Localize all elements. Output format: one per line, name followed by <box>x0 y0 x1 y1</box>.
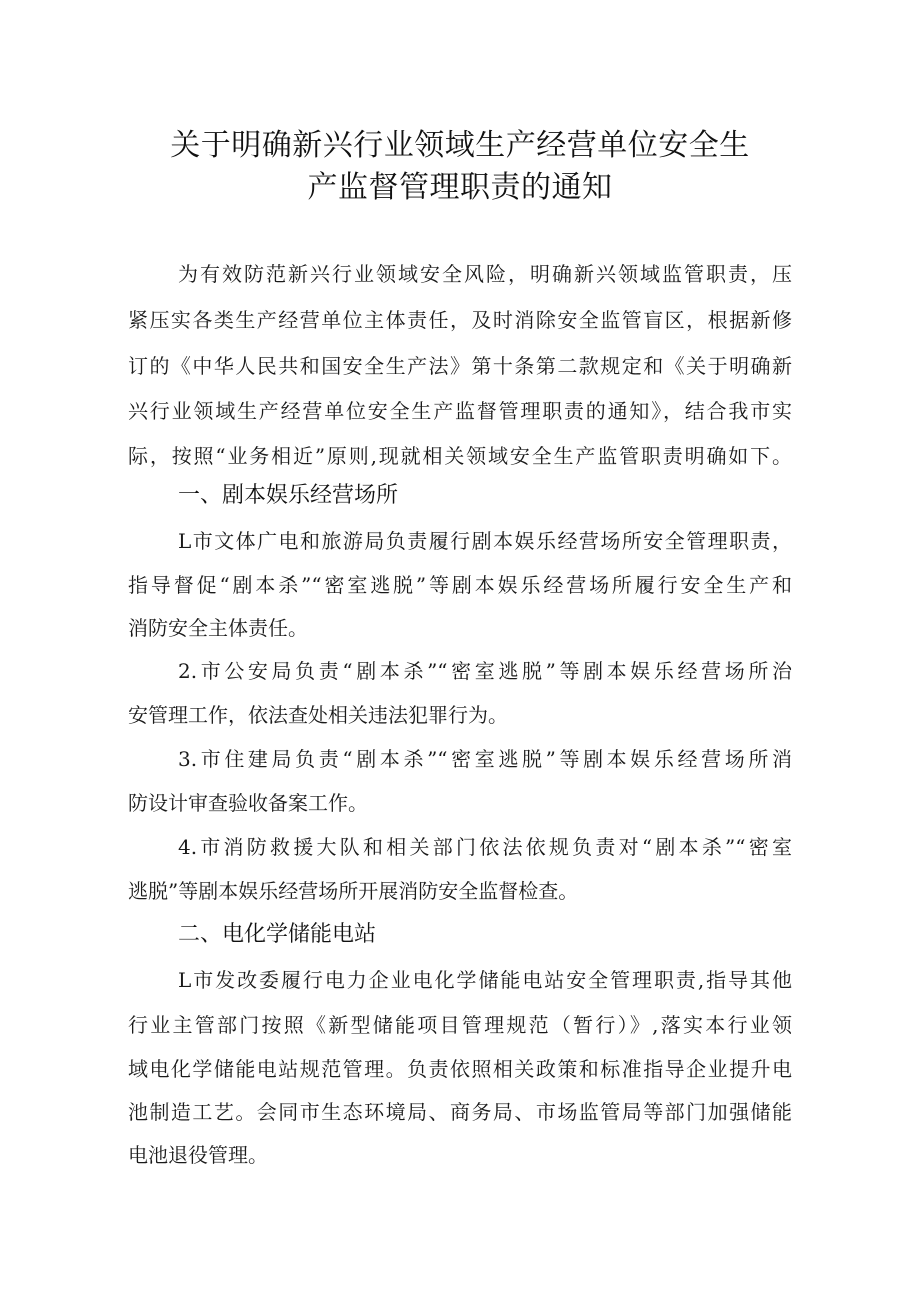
section-2-item-1-line-5: 电池退役管理。 <box>128 1143 268 1167</box>
section-1-item-1-line-1: L市文体广电和旅游局负责履行剧本娱乐经营场所安全管理职责， <box>178 529 792 553</box>
intro-line-3: 订的《中华人民共和国安全生产法》第十条第二款规定和《关于明确新 <box>128 354 792 378</box>
section-1-item-3-line-2: 防设计审查验收备案工作。 <box>128 791 368 815</box>
section-1-item-1-line-2: 指导督促“剧本杀”“密室逃脱”等剧本娱乐经营场所履行安全生产和 <box>128 573 792 597</box>
intro-line-5: 际，按照“业务相近”原则,现就相关领域安全生产监管职责明确如下。 <box>128 444 792 468</box>
section-1-item-3-line-1: 3.市住建局负责“剧本杀”“密室逃脱”等剧本娱乐经营场所消 <box>178 747 792 771</box>
intro-line-4: 兴行业领域生产经营单位安全生产监督管理职责的通知》，结合我市实 <box>128 399 792 423</box>
section-1-item-4-line-1: 4.市消防救援大队和相关部门依法依规负责对“剧本杀”“密室 <box>178 835 792 859</box>
section-2-item-1-line-4: 池制造工艺。会同市生态环境局、商务局、市场监管局等部门加强储能 <box>128 1100 792 1124</box>
section-2-heading: 二、电化学储能电站 <box>178 922 377 947</box>
section-1-heading: 一、剧本娱乐经营场所 <box>178 483 399 508</box>
document-title-line-2: 产监督管理职责的通知 <box>307 170 613 205</box>
document-title-line-1: 关于明确新兴行业领域生产经营单位安全生 <box>170 128 750 163</box>
section-2-item-1-line-1: L市发改委履行电力企业电化学储能电站安全管理职责,指导其他 <box>178 968 792 992</box>
section-2-item-1-line-3: 域电化学储能电站规范管理。负责依照相关政策和标准指导企业提升电 <box>128 1057 792 1081</box>
section-1-item-2-line-1: 2.市公安局负责“剧本杀”“密室逃脱”等剧本娱乐经营场所治 <box>178 659 792 683</box>
intro-line-2: 紧压实各类生产经营单位主体责任，及时消除安全监管盲区，根据新修 <box>128 308 792 332</box>
section-1-item-4-line-2: 逃脱”等剧本娱乐经营场所开展消防安全监督检查。 <box>128 879 579 903</box>
section-1-item-2-line-2: 安管理工作，依法查处相关违法犯罪行为。 <box>128 703 508 727</box>
section-2-item-1-line-2: 行业主管部门按照《新型储能项目管理规范（暂行）》,落实本行业领 <box>128 1013 792 1037</box>
intro-line-1: 为有效防范新兴行业领域安全风险，明确新兴领域监管职责，压 <box>178 262 792 286</box>
section-1-item-1-line-3: 消防安全主体责任。 <box>128 616 308 640</box>
